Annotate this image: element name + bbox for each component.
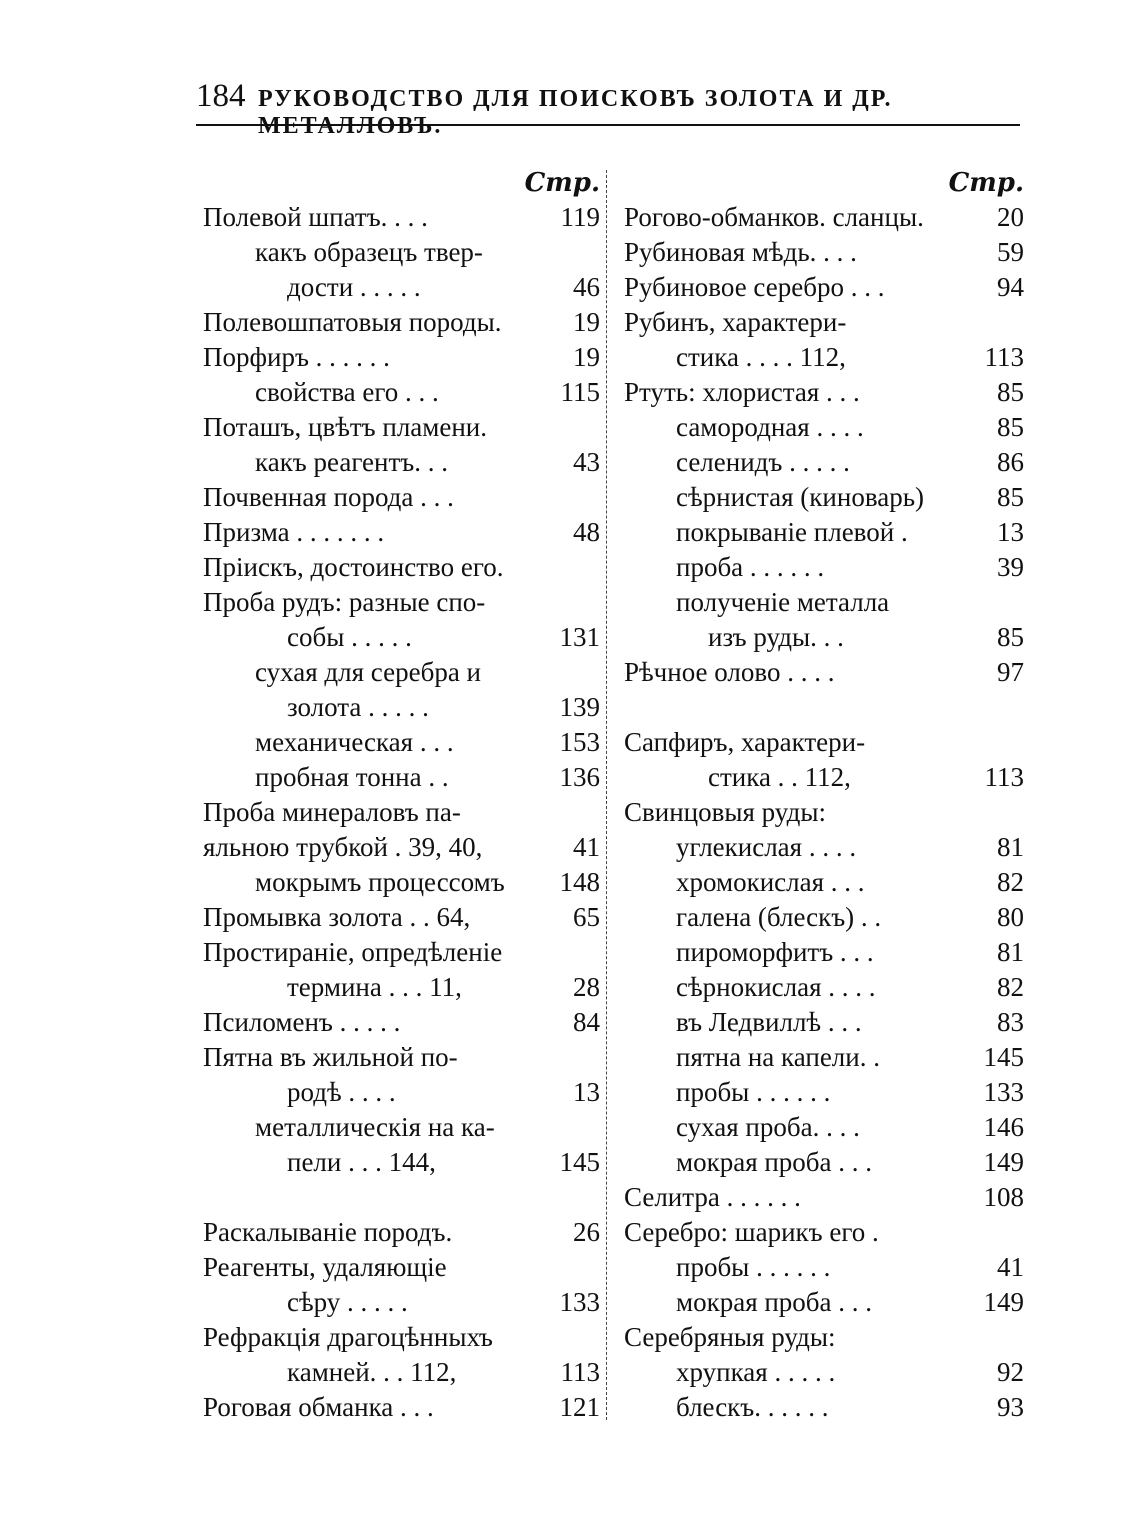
entry-text: Поташъ, цвѣтъ пламени. <box>203 412 488 442</box>
entry-text: золота . . . . . <box>287 692 429 722</box>
entry-text: Рубиновое серебро . . . <box>624 272 885 302</box>
index-entry <box>203 655 600 690</box>
entry-text: въ Ледвиллѣ . . . <box>676 1007 862 1037</box>
entry-page: 139 <box>559 692 600 722</box>
index-entry <box>624 1355 1024 1390</box>
index-entry <box>624 515 1024 550</box>
index-entry <box>203 830 600 865</box>
entry-text: Проба рудъ: разные спо- <box>203 587 486 617</box>
index-entry <box>624 655 1024 690</box>
index-entry <box>203 305 600 340</box>
entry-text: стика . . 112, <box>708 762 851 792</box>
entry-page: 26 <box>573 1217 600 1247</box>
entry-text: мокрая проба . . . <box>676 1287 873 1317</box>
index-entry <box>203 725 600 760</box>
entry-list-left <box>203 200 600 1425</box>
entry-text: Псиломенъ . . . . . <box>203 1007 401 1037</box>
entry-text: сѣру . . . . . <box>287 1287 408 1317</box>
entry-text: Призма . . . . . . . <box>203 517 385 547</box>
entry-text: изъ руды. . . <box>708 622 844 652</box>
index-entry <box>624 865 1024 900</box>
index-entry <box>203 235 600 270</box>
index-entry <box>624 550 1024 585</box>
index-entry <box>203 1250 600 1285</box>
entry-page: 85 <box>997 622 1024 652</box>
entry-page: 48 <box>573 517 600 547</box>
entry-text: полученіе металла <box>676 587 890 617</box>
entry-page: 92 <box>997 1357 1024 1387</box>
index-entry <box>624 1040 1024 1075</box>
index-entry <box>203 1390 600 1425</box>
entry-page: 28 <box>573 972 600 1002</box>
index-entry <box>203 1005 600 1040</box>
page-number: 184 <box>196 78 246 114</box>
entry-text: пробы . . . . . . <box>676 1077 831 1107</box>
entry-text: Рубиновая мѣдь. . . . <box>624 237 857 267</box>
index-entry <box>624 340 1024 375</box>
entry-text: Пятна въ жильной по- <box>203 1042 458 1072</box>
index-entry <box>624 935 1024 970</box>
entry-text: Ртуть: хлористая . . . <box>624 377 860 407</box>
entry-page: 83 <box>997 1007 1024 1037</box>
entry-page: 41 <box>997 1252 1024 1282</box>
entry-text: Рубинъ, характери- <box>624 307 847 337</box>
entry-page: 133 <box>559 1287 600 1317</box>
entry-page: 149 <box>983 1147 1024 1177</box>
entry-page: 43 <box>573 447 600 477</box>
entry-text: Роговая обманка . . . <box>203 1392 434 1422</box>
entry-page: 133 <box>983 1077 1024 1107</box>
entry-text: Промывка золота . . 64, <box>203 902 471 932</box>
section-gap <box>624 690 1024 725</box>
entry-text: Серебро: шарикъ его . <box>624 1217 879 1247</box>
entry-page: 85 <box>997 482 1024 512</box>
entry-text: пятна на капели. . <box>676 1042 880 1072</box>
index-entry <box>203 935 600 970</box>
entry-page: 82 <box>997 972 1024 1002</box>
entry-text: Селитра . . . . . . <box>624 1182 801 1212</box>
index-entry <box>624 1110 1024 1145</box>
index-entry <box>624 795 1024 830</box>
entry-page: 148 <box>559 867 600 897</box>
entry-text: сухая для серебра и <box>255 657 482 687</box>
entry-text: металлическія на ка- <box>255 1112 495 1142</box>
entry-text: родѣ . . . . <box>287 1077 396 1107</box>
index-entry <box>624 410 1024 445</box>
running-header <box>196 76 1020 139</box>
entry-text: Рѣчное олово . . . . <box>624 657 835 687</box>
index-entry <box>624 585 1024 620</box>
entry-text: пробы . . . . . . <box>676 1252 831 1282</box>
entry-page: 86 <box>997 447 1024 477</box>
index-entry <box>203 795 600 830</box>
index-entry <box>203 200 600 235</box>
entry-list-right <box>624 200 1024 1425</box>
entry-text: блескъ. . . . . . <box>676 1392 829 1422</box>
index-entry <box>203 445 600 480</box>
entry-page: 119 <box>560 202 600 232</box>
entry-text: стика . . . . 112, <box>676 342 846 372</box>
index-column-right <box>624 166 1024 1425</box>
index-entry <box>203 1110 600 1145</box>
entry-text: мокрымъ процессомъ <box>255 867 505 897</box>
entry-text: Сапфиръ, характери- <box>624 727 866 757</box>
index-entry <box>624 900 1024 935</box>
entry-text: проба . . . . . . <box>676 552 825 582</box>
section-gap <box>203 1180 600 1215</box>
entry-text: самородная . . . . <box>676 412 864 442</box>
index-entry <box>203 1285 600 1320</box>
entry-text: галена (блескъ) . . <box>676 902 882 932</box>
entry-text: сѣрнистая (киноварь) <box>676 482 924 512</box>
entry-text: сухая проба. . . . <box>676 1112 860 1142</box>
entry-text: Реагенты, удаляющіе <box>203 1252 447 1282</box>
index-entry <box>203 1075 600 1110</box>
entry-text: термина . . . 11, <box>287 972 462 1002</box>
entry-text: Раскалываніе породъ. <box>203 1217 453 1247</box>
running-title: РУКОВОДСТВО ДЛЯ ПОИСКОВЪ ЗОЛОТА И ДР. МЕТАЛЛОВЪ. <box>258 86 893 139</box>
entry-page: 145 <box>983 1042 1024 1072</box>
entry-text: селенидъ . . . . . <box>676 447 850 477</box>
entry-page: 146 <box>983 1112 1024 1142</box>
entry-text: механическая . . . <box>255 727 454 757</box>
index-entry <box>203 970 600 1005</box>
entry-text: Свинцовыя руды: <box>624 797 826 827</box>
entry-page: 84 <box>573 1007 600 1037</box>
entry-page: 20 <box>997 202 1024 232</box>
index-entry <box>203 1355 600 1390</box>
index-entry <box>624 235 1024 270</box>
index-entry <box>624 725 1024 760</box>
index-entry <box>203 900 600 935</box>
index-entry <box>203 760 600 795</box>
index-entry <box>624 305 1024 340</box>
index-entry <box>624 1005 1024 1040</box>
entry-page: 97 <box>997 657 1024 687</box>
entry-page: 85 <box>997 412 1024 442</box>
entry-text: Серебряныя руды: <box>624 1322 836 1352</box>
entry-text: Проба минераловъ па- <box>203 797 461 827</box>
index-entry <box>203 585 600 620</box>
entry-text: Пріискъ, достоинство его. <box>203 552 504 582</box>
entry-text: Порфиръ . . . . . . <box>203 342 390 372</box>
entry-page: 13 <box>997 517 1024 547</box>
entry-page: 13 <box>573 1077 600 1107</box>
entry-page: 80 <box>997 902 1024 932</box>
index-entry <box>203 480 600 515</box>
entry-page: 121 <box>559 1392 600 1422</box>
entry-text: пробная тонна . . <box>255 762 449 792</box>
entry-text: пели . . . 144, <box>287 1147 436 1177</box>
entry-text: Рефракція драгоцѣнныхъ <box>203 1322 493 1352</box>
entry-text: мокрая проба . . . <box>676 1147 873 1177</box>
index-entry <box>203 620 600 655</box>
index-entry <box>203 340 600 375</box>
entry-text: пироморфитъ . . . <box>676 937 874 967</box>
index-entry <box>624 375 1024 410</box>
index-entry <box>203 1320 600 1355</box>
index-entry <box>624 1215 1024 1250</box>
index-entry <box>624 1250 1024 1285</box>
entry-page: 82 <box>997 867 1024 897</box>
index-entry <box>624 480 1024 515</box>
index-entry <box>203 375 600 410</box>
index-entry <box>624 200 1024 235</box>
entry-text: Рогово-обманков. сланцы. <box>624 202 924 232</box>
entry-text: камней. . . 112, <box>287 1357 457 1387</box>
page-label-left: Стр. <box>524 168 600 198</box>
entry-text: покрываніе плевой . <box>676 517 908 547</box>
entry-page: 81 <box>997 832 1024 862</box>
index-entry <box>624 760 1024 795</box>
entry-page: 94 <box>997 272 1024 302</box>
index-entry <box>203 1145 600 1180</box>
entry-text: Простираніе, опредѣленіе <box>203 937 503 967</box>
index-entry <box>624 270 1024 305</box>
entry-page: 65 <box>573 902 600 932</box>
entry-page: 59 <box>997 237 1024 267</box>
entry-page: 153 <box>559 727 600 757</box>
index-entry <box>203 515 600 550</box>
entry-page: 131 <box>559 622 600 652</box>
entry-page: 108 <box>983 1182 1024 1212</box>
entry-page: 41 <box>573 832 600 862</box>
page-label-right: Стр. <box>948 168 1024 198</box>
entry-text: углекислая . . . . <box>676 832 857 862</box>
entry-text: какъ образецъ твер- <box>255 237 483 267</box>
index-entry <box>624 1285 1024 1320</box>
entry-page: 19 <box>573 342 600 372</box>
index-entry <box>624 1390 1024 1425</box>
index-entry <box>624 1180 1024 1215</box>
entry-text: какъ реагентъ. . . <box>255 447 448 477</box>
entry-text: яльною трубкой . 39, 40, <box>203 832 483 862</box>
entry-page: 113 <box>560 1357 600 1387</box>
index-entry <box>203 270 600 305</box>
entry-text: дости . . . . . <box>287 272 421 302</box>
entry-page: 145 <box>559 1147 600 1177</box>
index-entry <box>203 1040 600 1075</box>
entry-page: 149 <box>983 1287 1024 1317</box>
index-entry <box>624 445 1024 480</box>
column-divider <box>606 170 608 1420</box>
index-entry <box>203 1215 600 1250</box>
entry-page: 19 <box>573 307 600 337</box>
index-entry <box>203 410 600 445</box>
entry-page: 81 <box>997 937 1024 967</box>
entry-text: сѣрнокислая . . . . <box>676 972 876 1002</box>
index-entry <box>624 970 1024 1005</box>
index-entry <box>624 1075 1024 1110</box>
entry-text: хромокислая . . . <box>676 867 865 897</box>
index-entry <box>203 690 600 725</box>
entry-page: 113 <box>984 342 1024 372</box>
index-entry <box>624 1320 1024 1355</box>
entry-text: Полевошпатовыя породы. <box>203 307 502 337</box>
entry-page: 93 <box>997 1392 1024 1422</box>
entry-page: 85 <box>997 377 1024 407</box>
index-entry <box>203 865 600 900</box>
entry-text: Почвенная порода . . . <box>203 482 454 512</box>
entry-text: хрупкая . . . . . <box>676 1357 836 1387</box>
index-entry <box>203 550 600 585</box>
index-entry <box>624 830 1024 865</box>
entry-page: 136 <box>559 762 600 792</box>
index-column-left <box>203 166 600 1425</box>
index-entry <box>624 620 1024 655</box>
entry-page: 46 <box>573 272 600 302</box>
entry-text: собы . . . . . <box>287 622 412 652</box>
entry-page: 115 <box>560 377 600 407</box>
entry-text: Полевой шпатъ. . . . <box>203 202 428 232</box>
entry-page: 113 <box>984 762 1024 792</box>
entry-page: 39 <box>997 552 1024 582</box>
index-entry <box>624 1145 1024 1180</box>
entry-text: свойства его . . . <box>255 377 439 407</box>
